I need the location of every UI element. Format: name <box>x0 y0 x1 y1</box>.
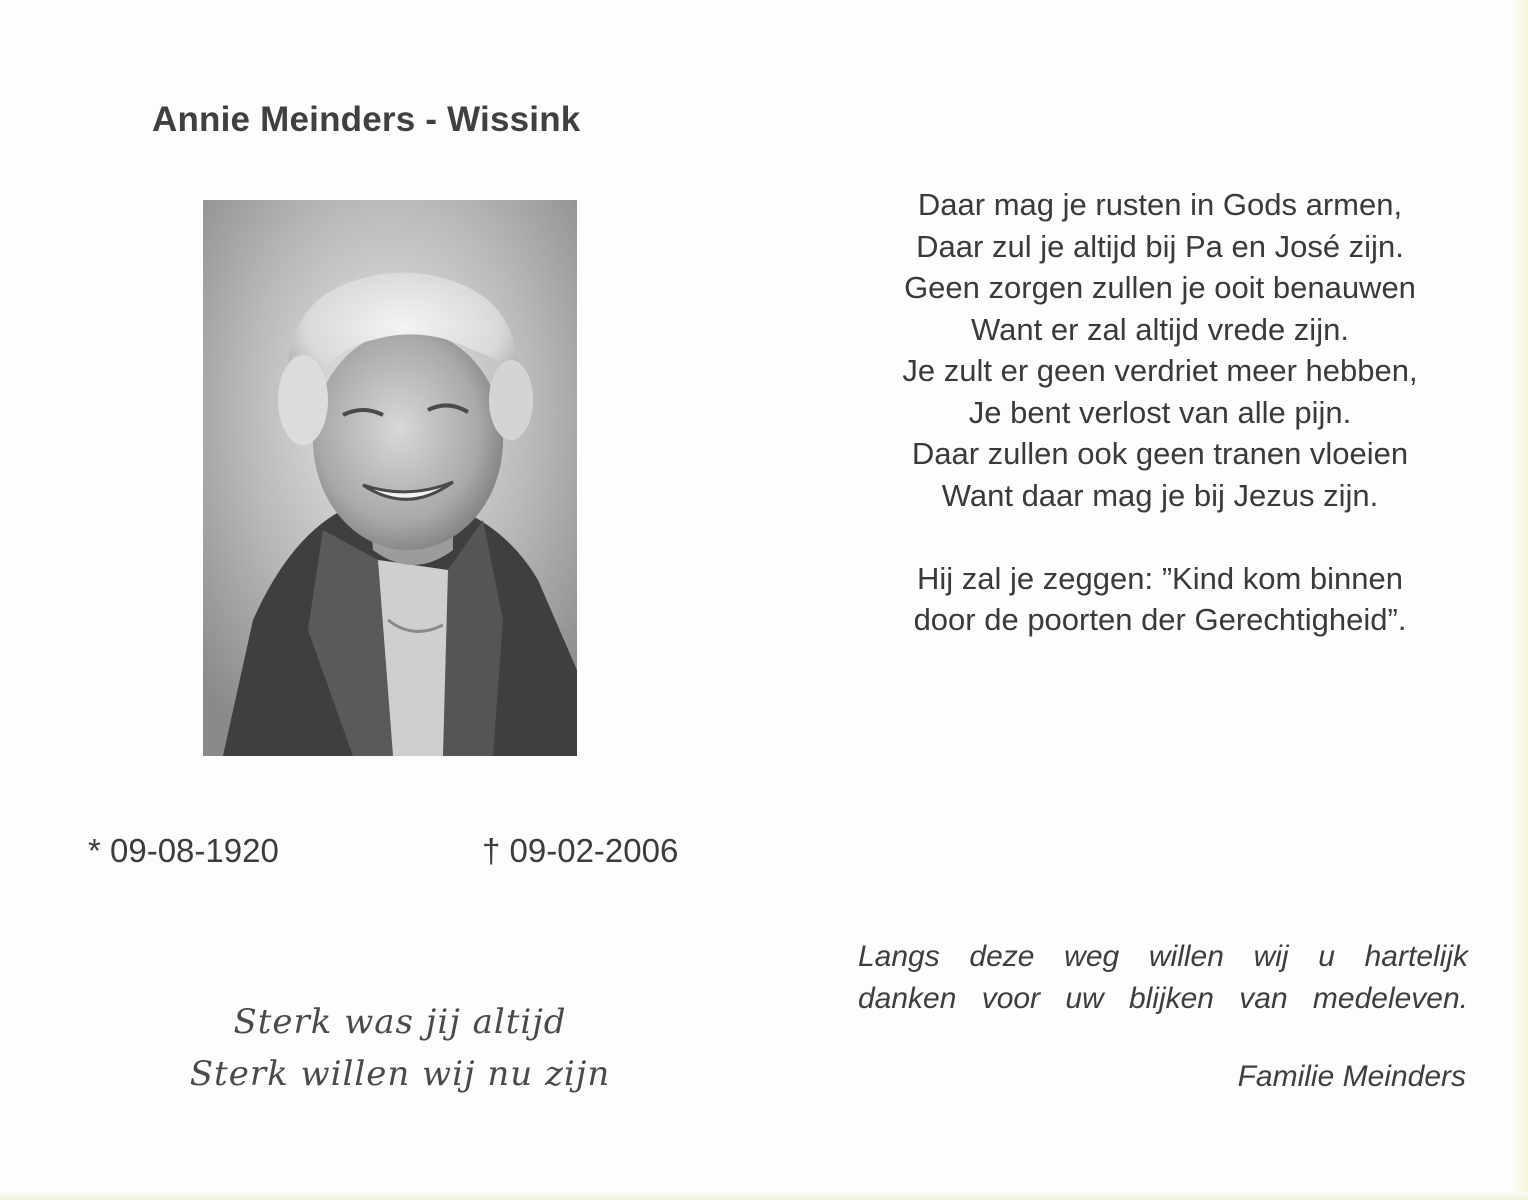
poem-line: Daar zul je altijd bij Pa en José zijn. <box>916 228 1404 264</box>
poem-line: Daar zullen ook geen tranen vloeien <box>911 436 1409 471</box>
birth-date: * 09-08-1920 <box>88 832 279 869</box>
poem-line: Je zult er geen verdriet meer hebben, <box>902 353 1418 388</box>
thanks-line: danken voor uw blijken van medeleven. <box>858 982 1468 1015</box>
stanza-gap <box>820 516 1500 558</box>
poem-line: Hij zal je zeggen: ”Kind kom binnen <box>917 560 1403 596</box>
poem-line: Want daar mag je bij Jezus zijn. <box>941 477 1379 513</box>
card-edge-bottom <box>0 1192 1528 1200</box>
family-signature: Familie Meinders <box>1237 1060 1466 1093</box>
poem-line: door de poorten der Gerechtigheid”. <box>913 602 1407 637</box>
death-date: † 09-02-2006 <box>482 832 679 869</box>
poem-line: Want er zal altijd vrede zijn. <box>971 311 1349 347</box>
portrait-illustration <box>203 200 577 756</box>
card-edge <box>1514 0 1528 1200</box>
poem <box>820 184 1500 641</box>
thanks-message <box>858 936 1468 1020</box>
script-line-2: Sterk willen wij nu zijn <box>189 1054 611 1094</box>
poem-line: Geen zorgen zullen je ooit benauwen <box>904 270 1416 305</box>
portrait-photo <box>203 200 577 756</box>
poem-line: Daar mag je rusten in Gods armen, <box>917 187 1403 222</box>
poem-line: Je bent verlost van alle pijn. <box>968 394 1352 430</box>
script-line-1: Sterk was jij altijd <box>233 1002 567 1042</box>
deceased-name: Annie Meinders - Wissink <box>152 100 581 139</box>
thanks-line: Langs deze weg willen wij u hartelijk <box>858 940 1468 973</box>
